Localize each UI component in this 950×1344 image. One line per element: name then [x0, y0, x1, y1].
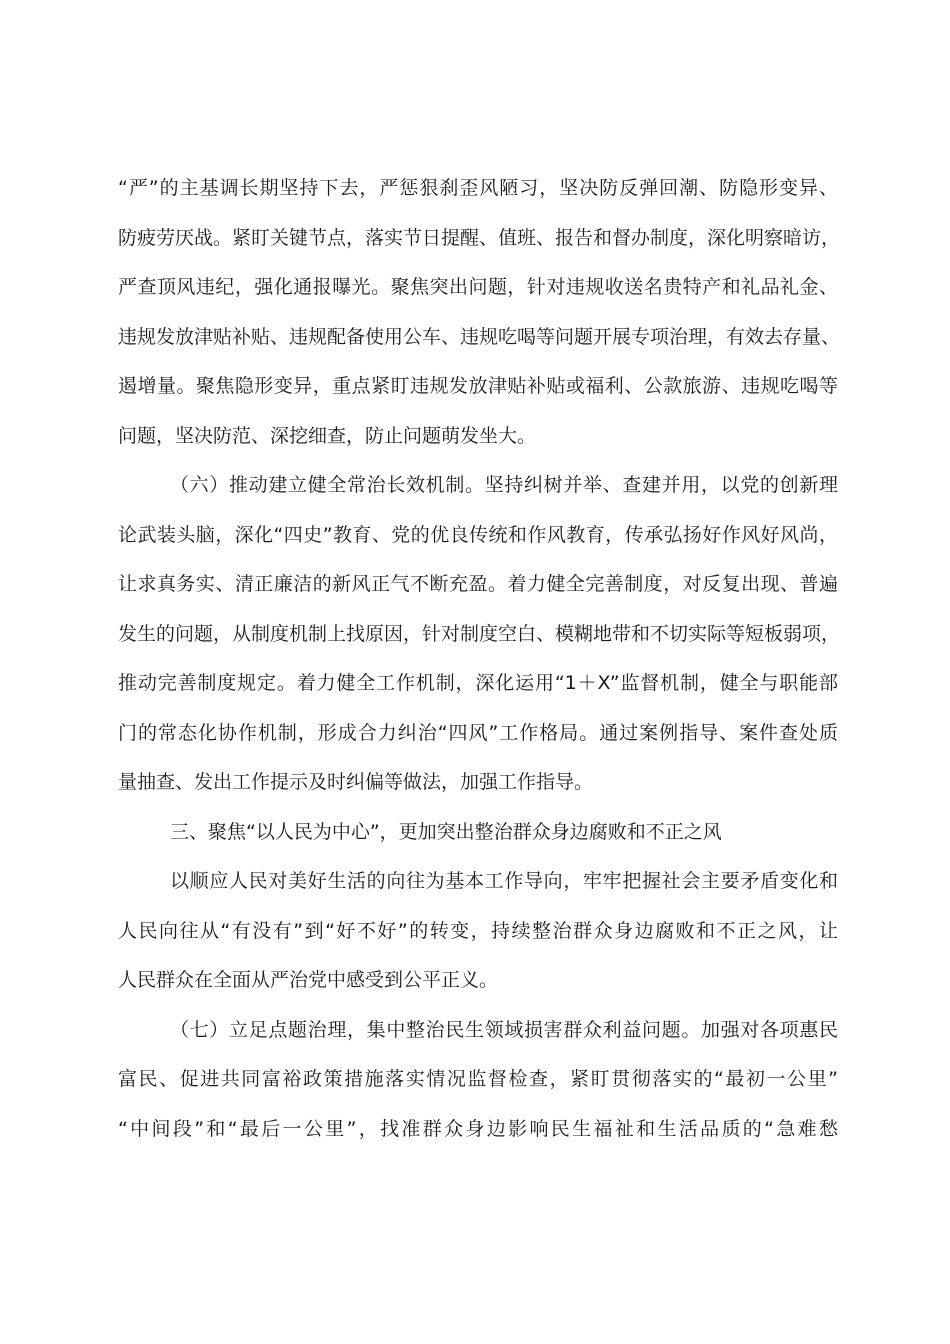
paragraph-section-7 [118, 1006, 838, 1155]
text-line: （七）立足点题治理，集中整治民生领域损害群众利益问题。加强对各项惠民 [170, 1018, 838, 1041]
text-line: 发生的问题，从制度机制上找原因，针对制度空白、模糊地带和不切实际等短板弱项， [118, 622, 841, 645]
document-body [118, 164, 841, 1154]
text-line: 防疲劳厌战。紧盯关键节点，落实节日提醒、值班、报告和督办制度，深化明察暗访， [118, 226, 841, 249]
text-line: 让求真务实、清正廉洁的新风正气不断充盈。着力健全完善制度，对反复出现、普遍 [118, 573, 838, 595]
text-line: 门的常态化协作机制，形成合力纠治“四风”工作格局。通过案例指导、案件查处质 [118, 721, 838, 744]
text-line: 人民向往从“有没有”到“好不好”的转变，持续整治群众身边腐败和不正之风，让 [118, 919, 838, 942]
text-line: “严”的主基调长期坚持下去，严惩狠刹歪风陋习，坚决防反弹回潮、防隐形变异、 [118, 177, 838, 199]
text-line: （六）推动建立健全常治长效机制。坚持纠树并举、查建并用，以党的创新理 [170, 474, 838, 496]
text-line: 遏增量。聚焦隐形变异，重点紧盯违规发放津贴补贴或福利、公款旅游、违规吃喝等 [118, 375, 838, 397]
text-line: 推动完善制度规定。着力健全工作机制，深化运用“1＋X”监督机制，健全与职能部 [118, 672, 838, 694]
paragraph-section-3-intro [118, 857, 838, 1006]
text-line: 违规发放津贴补贴、违规配备使用公车、违规吃喝等问题开展专项治理，有效去存量、 [118, 325, 841, 348]
paragraph-section-6 [118, 461, 841, 808]
paragraph-continuation [118, 164, 841, 461]
text-line: 富民、促进共同富裕政策措施落实情况监督检查，紧盯贯彻落实的“最初一公里” [118, 1068, 838, 1090]
text-line: 量抽查、发出工作提示及时纠偏等做法，加强工作指导。 [118, 771, 594, 793]
text-line: 人民群众在全面从严治党中感受到公平正义。 [118, 969, 499, 991]
text-line: 以顺应人民对美好生活的向往为基本工作导向，牢牢把握社会主要矛盾变化和 [170, 870, 838, 892]
heading-line: 三、聚焦“以人民为中心”，更加突出整治群众身边腐败和不正之风 [170, 820, 722, 843]
text-line: 论武装头脑，深化“四史”教育、党的优良传统和作风教育，传承弘扬好作风好风尚， [118, 523, 838, 546]
text-line: “中间段”和“最后一公里”，找准群众身边影响民生福祉和生活品质的“急难愁 [118, 1117, 838, 1140]
section-heading-3 [118, 808, 838, 858]
text-line: 问题，坚决防范、深挖细查，防止问题萌发坐大。 [118, 424, 537, 447]
text-line: 严查顶风违纪，强化通报曝光。聚焦突出问题，针对违规收送名贵特产和礼品礼金、 [118, 276, 838, 298]
